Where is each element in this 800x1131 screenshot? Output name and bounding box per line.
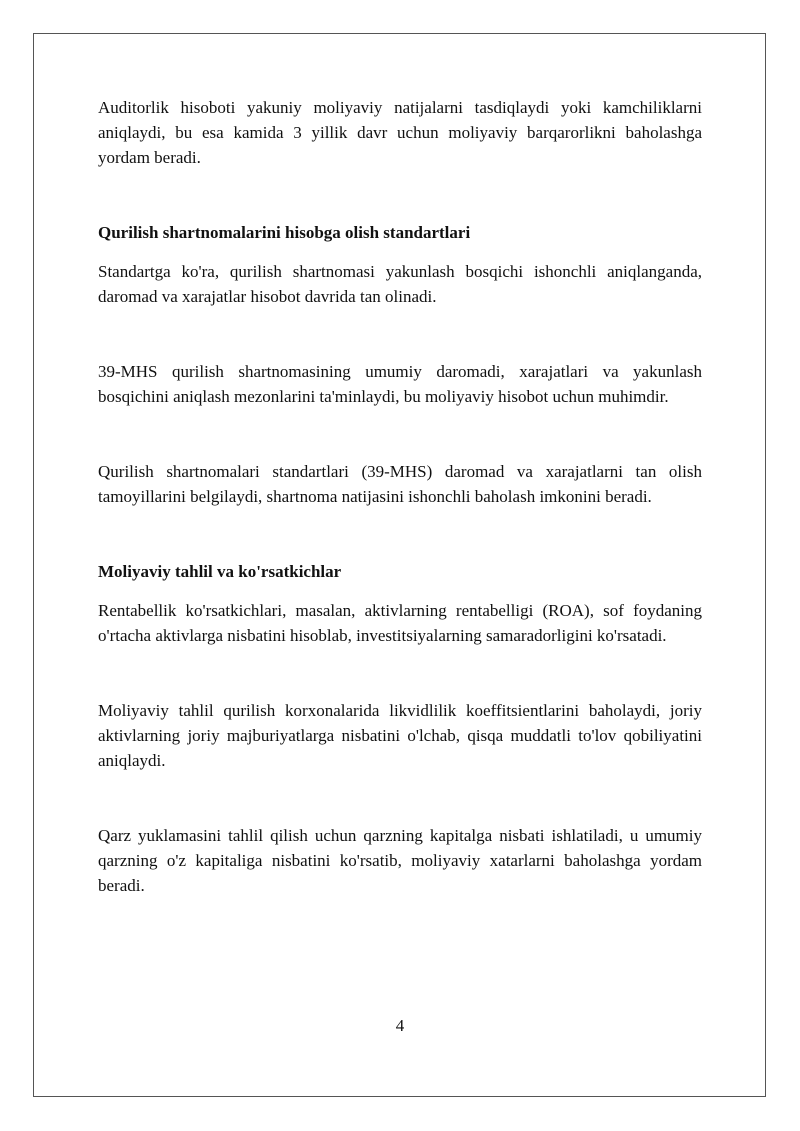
document-body xyxy=(98,95,702,898)
section-heading-financial-analysis: Moliyaviy tahlil va ko'rsatkichlar xyxy=(98,562,342,581)
section-heading-construction-contracts: Qurilish shartnomalarini hisobga olish standartlari xyxy=(98,223,471,242)
paragraph-debt-load: Qarz yuklamasini tahlil qilish uchun qarzning kapitalga nisbati ishlatiladi, u umumiy qarzning o'z kapitaliga nisbatini ko'rsatib, moliyaviy xatarlarni baholashga yordam beradi. xyxy=(98,826,702,895)
paragraph-39-mhs-principles: Qurilish shartnomalari standartlari (39-MHS) daromad va xarajatlarni tan olish tamoyillarini belgilaydi, shartnoma natijasini ishonchli baholash imkonini beradi. xyxy=(98,462,702,506)
page-number: 4 xyxy=(395,1016,405,1035)
paragraph-profitability: Rentabellik ko'rsatkichlari, masalan, aktivlarning rentabelligi (ROA), sof foydaning o'rtacha aktivlarga nisbatini hisoblab, investitsiyalarning samaradorligini ko'rsatadi. xyxy=(98,601,702,645)
paragraph-liquidity: Moliyaviy tahlil qurilish korxonalarida likvidlilik koeffitsientlarini baholaydi, joriy aktivlarning joriy majburiyatlarga nisbatini o'lchab, qisqa muddatli to'lov qobiliyatini aniqlaydi. xyxy=(98,701,702,770)
paragraph-39-mhs-criteria: 39-MHS qurilish shartnomasining umumiy daromadi, xarajatlari va yakunlash bosqichini aniqlash mezonlarini ta'minlaydi, bu moliyaviy hisobot uchun muhimdir. xyxy=(98,362,702,406)
paragraph-standard-recognition: Standartga ko'ra, qurilish shartnomasi yakunlash bosqichi ishonchli aniqlanganda, daromad va xarajatlar hisobot davrida tan olinadi. xyxy=(98,262,702,306)
paragraph-audit-report: Auditorlik hisoboti yakuniy moliyaviy natijalarni tasdiqlaydi yoki kamchiliklarni aniqlaydi, bu esa kamida 3 yillik davr uchun moliyaviy barqarorlikni baholashga yordam beradi. xyxy=(98,98,702,167)
